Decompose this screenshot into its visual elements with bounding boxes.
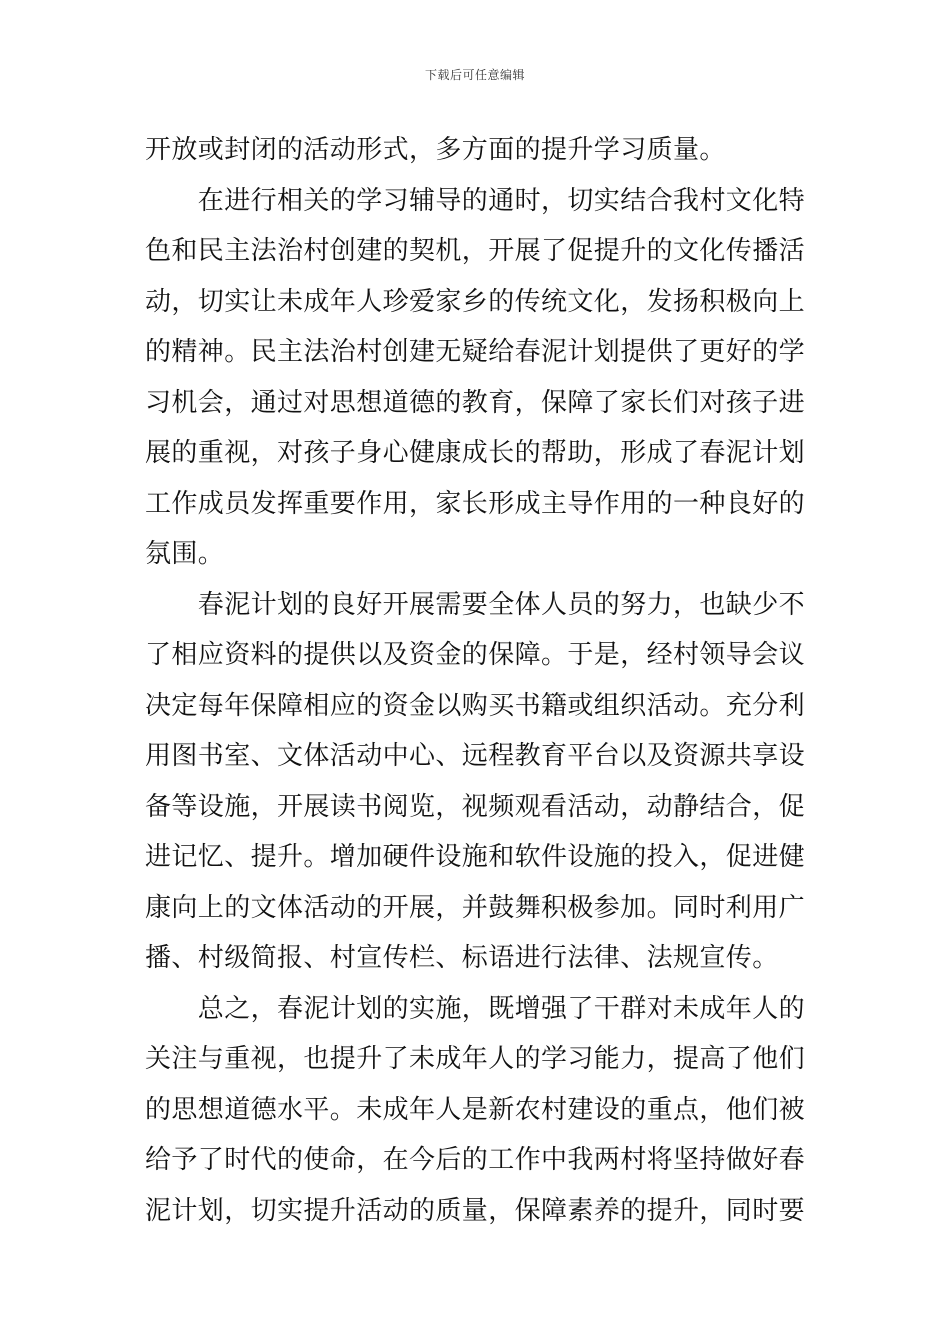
text-line: 春泥计划的良好开展需要全体人员的努力，也缺少不 <box>145 589 806 620</box>
document-body <box>145 125 807 1236</box>
text-line: 给予了时代的使命，在今后的工作中我两村将坚持做好春 <box>145 1145 806 1175</box>
page-header: 下载后可任意编辑 <box>424 68 525 82</box>
text-line: 决定每年保障相应的资金以购买书籍或组织活动。充分利 <box>145 690 806 721</box>
text-line: 泥计划，切实提升活动的质量，保障素养的提升，同时要 <box>145 1195 806 1226</box>
text-line: 习机会，通过对思想道德的教育，保障了家长们对孩子进 <box>145 387 806 418</box>
text-line: 氛围。 <box>145 539 225 569</box>
text-line: 了相应资料的提供以及资金的保障。于是，经村领导会议 <box>145 640 806 670</box>
text-line: 的精神。民主法治村创建无疑给春泥计划提供了更好的学 <box>145 337 806 367</box>
text-line: 用图书室、文体活动中心、远程教育平台以及资源共享设 <box>145 741 806 771</box>
text-line: 动，切实让未成年人珍爱家乡的传统文化，发扬积极向上 <box>145 286 806 317</box>
text-line: 在进行相关的学习辅导的通时，切实结合我村文化特 <box>145 185 806 216</box>
text-line: 总之，春泥计划的实施，既增强了干群对未成年人的 <box>145 993 806 1024</box>
text-line: 关注与重视，也提升了未成年人的学习能力，提高了他们 <box>145 1044 806 1074</box>
text-line: 展的重视，对孩子身心健康成长的帮助，形成了春泥计划 <box>145 438 806 468</box>
text-line: 工作成员发挥重要作用，家长形成主导作用的一种良好的 <box>145 488 806 519</box>
text-line: 播、村级简报、村宣传栏、标语进行法律、法规宣传。 <box>145 943 779 973</box>
text-line: 开放或封闭的活动形式，多方面的提升学习质量。 <box>145 135 726 165</box>
text-line: 备等设施，开展读书阅览，视频观看活动，动静结合，促 <box>145 791 806 822</box>
text-line: 进记忆、提升。增加硬件设施和软件设施的投入，促进健 <box>145 842 806 872</box>
text-line: 康向上的文体活动的开展，并鼓舞积极参加。同时利用广 <box>145 892 806 923</box>
text-line: 色和民主法治村创建的契机，开展了促提升的文化传播活 <box>145 236 806 266</box>
text-line: 的思想道德水平。未成年人是新农村建设的重点，他们被 <box>145 1094 806 1125</box>
